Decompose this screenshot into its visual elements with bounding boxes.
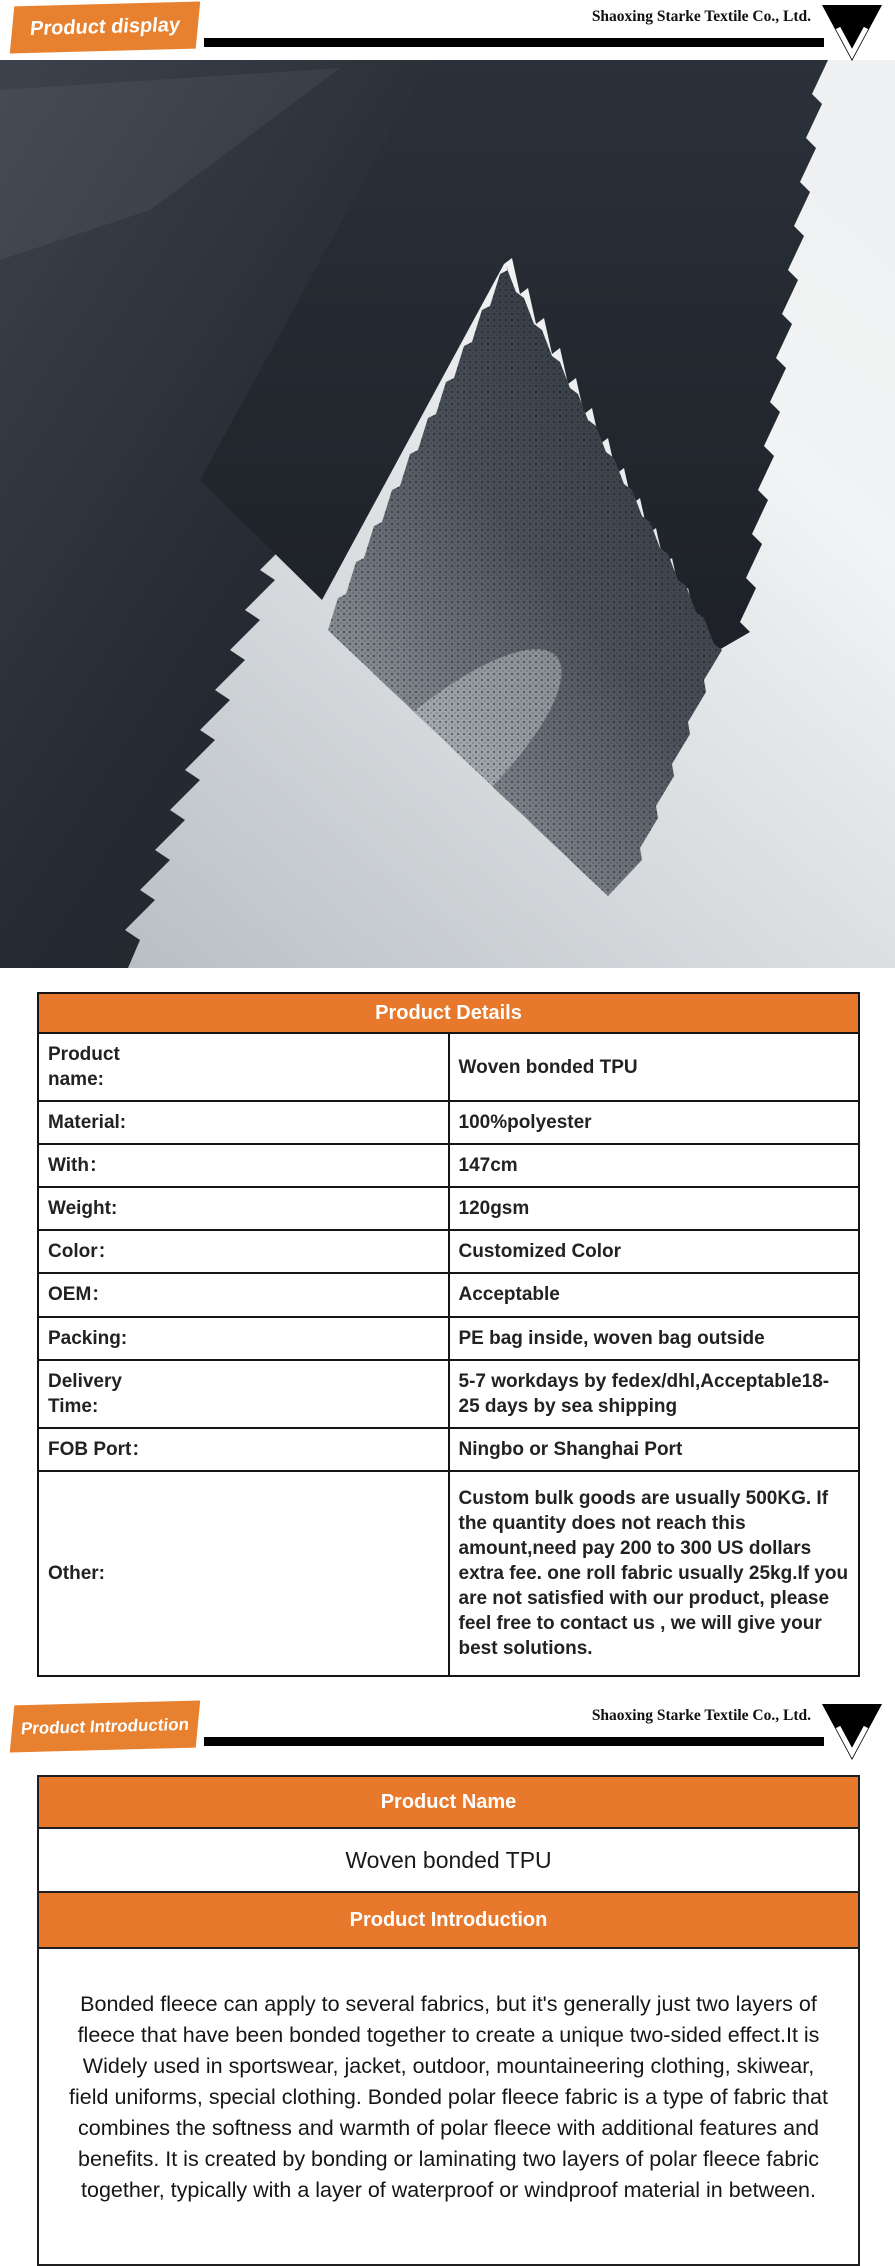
row-label: Product name: xyxy=(48,1044,120,1091)
brand-triangle-icon xyxy=(821,4,883,64)
details-table-title: Product Details xyxy=(38,993,859,1033)
product-introduction-text: Bonded fleece can apply to several fabrics, but it's generally just two layers of fleece that have been bonded together to create a unique two-sided effect.It is Widely used in sportswear, jacket, outdoor, mountaineering clothing, skiwear, field uniforms, special clothing. Bonded polar fleece fabric is a type of fabric that combines the softness and warmth of polar fleece with additional features and benefits. It is created by bonding or laminating two layers of polar fleece fabric together, typically with a layer of waterproof or windproof material in between. xyxy=(69,1992,828,2203)
table-row xyxy=(38,1187,859,1230)
row-label: Color： xyxy=(48,1241,117,1263)
table-row xyxy=(38,1101,859,1144)
ribbon-label: Product display xyxy=(28,14,182,40)
row-label: Packing: xyxy=(48,1327,128,1349)
table-row xyxy=(38,1273,859,1316)
row-label: OEM： xyxy=(48,1284,111,1306)
product-display-ribbon xyxy=(10,1,200,53)
product-introduction-band: Product Introduction xyxy=(39,1893,858,1949)
table-row xyxy=(38,1317,859,1360)
row-label: With： xyxy=(48,1155,108,1177)
row-label: Weight: xyxy=(48,1198,118,1220)
row-value: Acceptable xyxy=(449,1273,860,1316)
row-value: Custom bulk goods are usually 500KG. If the quantity does not reach this amount,need pay 200 to 300 US dollars extra fee. one roll fabric usually 25kg.If you are not satisfied with our product, please feel free to contact us , we will give your best solutions. xyxy=(449,1471,860,1677)
row-label: Other: xyxy=(48,1563,105,1585)
company-name: Shaoxing Starke Textile Co., Ltd. xyxy=(591,1707,811,1725)
row-value: 147cm xyxy=(449,1144,860,1187)
product-name-value: Woven bonded TPU xyxy=(39,1829,858,1893)
table-row xyxy=(38,1230,859,1273)
product-name-band: Product Name xyxy=(39,1777,858,1829)
product-details-table xyxy=(37,992,860,1677)
brand-triangle-icon xyxy=(821,1703,883,1763)
product-introduction-box xyxy=(37,1775,860,2266)
row-value: PE bag inside, woven bag outside xyxy=(449,1317,860,1360)
header-product-display xyxy=(0,0,895,60)
table-row xyxy=(38,1033,859,1101)
ribbon-label: Product Introduction xyxy=(20,1714,190,1739)
product-introduction-ribbon xyxy=(10,1701,200,1753)
row-value: Customized Color xyxy=(449,1230,860,1273)
fabric-sample-photo xyxy=(0,60,895,968)
row-value: Woven bonded TPU xyxy=(449,1033,860,1101)
row-value: Ningbo or Shanghai Port xyxy=(449,1428,860,1471)
row-value: 100%polyester xyxy=(449,1101,860,1144)
row-value: 120gsm xyxy=(449,1187,860,1230)
table-row xyxy=(38,1360,859,1428)
header-rule xyxy=(204,38,824,47)
header-product-introduction xyxy=(0,1699,895,1759)
table-row xyxy=(38,1428,859,1471)
header-rule xyxy=(204,1737,824,1746)
table-row xyxy=(38,1144,859,1187)
row-label: FOB Port： xyxy=(48,1438,151,1460)
row-label: Delivery Time: xyxy=(48,1370,122,1417)
row-value: 5-7 workdays by fedex/dhl,Acceptable18-25 days by sea shipping xyxy=(449,1360,860,1428)
company-name: Shaoxing Starke Textile Co., Ltd. xyxy=(591,8,811,25)
table-row xyxy=(38,1471,859,1677)
row-label: Material: xyxy=(48,1112,127,1134)
